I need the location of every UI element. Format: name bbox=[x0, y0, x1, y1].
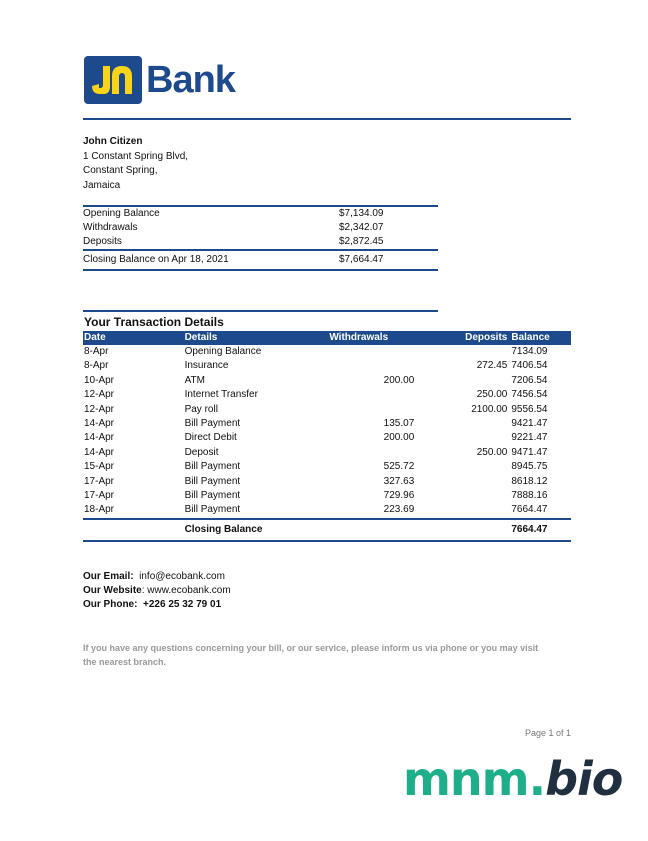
row-withdrawal: 223.69 bbox=[383, 504, 415, 516]
header-balance: Balance bbox=[507, 331, 571, 345]
row-deposit bbox=[414, 475, 507, 489]
row-date: 14-Apr bbox=[84, 432, 115, 444]
transactions-table bbox=[83, 331, 571, 542]
summary-row bbox=[83, 235, 438, 249]
closing-balance-label: Closing Balance on Apr 18, 2021 bbox=[83, 254, 229, 265]
row-date: 10-Apr bbox=[84, 374, 115, 386]
table-row bbox=[83, 359, 571, 373]
closing-value: 7664.47 bbox=[507, 519, 571, 541]
row-date: 8-Apr bbox=[84, 360, 109, 372]
row-balance: 7888.16 bbox=[511, 490, 548, 502]
row-balance: 9421.47 bbox=[511, 418, 548, 430]
table-row bbox=[83, 403, 571, 417]
row-date: 14-Apr bbox=[84, 418, 115, 430]
table-row bbox=[83, 345, 571, 359]
row-withdrawal bbox=[303, 359, 414, 373]
row-deposit bbox=[414, 431, 507, 445]
email-label: Our Email: bbox=[83, 571, 134, 582]
header-withdrawals: Withdrawals bbox=[303, 331, 414, 345]
row-details: Internet Transfer bbox=[184, 389, 258, 401]
row-withdrawal: 200.00 bbox=[383, 432, 415, 444]
row-deposit: 2100.00 bbox=[471, 403, 508, 415]
row-details: Bill Payment bbox=[184, 418, 241, 430]
table-row bbox=[83, 388, 571, 402]
summary-label: Deposits bbox=[83, 236, 122, 247]
contact-email bbox=[83, 570, 231, 584]
footer-note: If you have any questions concerning your bill, or our service, please inform us via phone or you may visit the nearest branch. bbox=[83, 643, 539, 667]
header-details: Details bbox=[185, 331, 304, 345]
website-label: Our Website bbox=[83, 585, 142, 596]
row-deposit bbox=[414, 374, 507, 388]
row-withdrawal: 729.96 bbox=[383, 490, 415, 502]
closing-balance-value: $7,664.47 bbox=[339, 254, 384, 265]
row-deposit bbox=[414, 417, 507, 431]
watermark-part: bio bbox=[545, 752, 623, 806]
address-line: Jamaica bbox=[83, 179, 121, 191]
closing-label: Closing Balance bbox=[185, 519, 304, 541]
row-date: 12-Apr bbox=[84, 403, 115, 415]
row-date: 15-Apr bbox=[84, 461, 115, 473]
summary-label: Withdrawals bbox=[83, 222, 138, 233]
row-withdrawal: 525.72 bbox=[383, 461, 415, 473]
table-row bbox=[83, 503, 571, 518]
summary-value: $2,342.07 bbox=[339, 222, 384, 233]
page-number: Page 1 of 1 bbox=[525, 728, 572, 738]
contact-phone bbox=[83, 598, 231, 612]
row-withdrawal: 135.07 bbox=[383, 418, 415, 430]
summary-row bbox=[83, 207, 438, 221]
row-deposit bbox=[414, 503, 507, 518]
row-details: Bill Payment bbox=[184, 461, 241, 473]
closing-empty bbox=[414, 519, 507, 541]
phone-label: Our Phone: bbox=[83, 599, 138, 610]
row-details: Bill Payment bbox=[184, 504, 241, 516]
row-withdrawal: 327.63 bbox=[383, 475, 415, 487]
address-line: Constant Spring, bbox=[83, 165, 158, 176]
bank-logo bbox=[84, 55, 235, 105]
row-details: Pay roll bbox=[184, 403, 218, 415]
jn-logo-icon bbox=[84, 56, 142, 104]
contact-website bbox=[83, 584, 231, 598]
table-row bbox=[83, 417, 571, 431]
row-balance: 7206.54 bbox=[511, 374, 548, 386]
row-withdrawal bbox=[303, 388, 414, 402]
summary-row bbox=[83, 221, 438, 235]
row-date: 8-Apr bbox=[84, 346, 109, 357]
address-line: 1 Constant Spring Blvd, bbox=[83, 150, 189, 162]
row-deposit: 250.00 bbox=[476, 389, 508, 401]
website-value: : www.ecobank.com bbox=[141, 585, 231, 596]
row-date: 12-Apr bbox=[84, 389, 115, 401]
transactions-divider bbox=[83, 310, 438, 312]
row-balance: 7406.54 bbox=[511, 360, 548, 372]
bank-logo-text: Bank bbox=[146, 59, 235, 101]
row-deposit bbox=[414, 489, 507, 503]
row-date: 14-Apr bbox=[84, 446, 115, 458]
row-details: Direct Debit bbox=[184, 432, 237, 444]
row-date: 18-Apr bbox=[84, 504, 115, 516]
row-date: 17-Apr bbox=[84, 490, 115, 502]
row-withdrawal bbox=[303, 345, 414, 359]
transactions-title: Your Transaction Details bbox=[84, 315, 224, 329]
row-balance: 7134.09 bbox=[511, 346, 548, 357]
row-details: Bill Payment bbox=[184, 475, 241, 487]
row-details: Bill Payment bbox=[184, 490, 241, 502]
watermark-part: mnm. bbox=[403, 752, 546, 806]
row-details: Deposit bbox=[184, 446, 219, 458]
closing-empty bbox=[303, 519, 414, 541]
row-withdrawal bbox=[303, 446, 414, 460]
row-date: 17-Apr bbox=[84, 475, 115, 487]
contact-block bbox=[83, 570, 231, 612]
closing-empty bbox=[83, 519, 185, 541]
customer-name: John Citizen bbox=[83, 136, 143, 147]
closing-balance-row bbox=[83, 519, 571, 541]
phone-value: +226 25 32 79 01 bbox=[143, 599, 222, 610]
row-details: Insurance bbox=[184, 360, 229, 372]
table-row bbox=[83, 489, 571, 503]
row-deposit bbox=[414, 460, 507, 474]
closing-balance-summary-row bbox=[83, 251, 438, 269]
row-details: ATM bbox=[184, 374, 205, 386]
account-summary bbox=[83, 205, 438, 271]
row-balance: 9556.54 bbox=[511, 403, 548, 415]
row-deposit bbox=[414, 345, 507, 359]
row-balance: 9221.47 bbox=[511, 432, 548, 444]
row-withdrawal: 200.00 bbox=[383, 374, 415, 386]
summary-label: Opening Balance bbox=[83, 208, 160, 219]
header-deposits: Deposits bbox=[414, 331, 507, 345]
row-withdrawal bbox=[303, 403, 414, 417]
row-deposit: 272.45 bbox=[476, 360, 508, 372]
row-balance: 8618.12 bbox=[511, 475, 548, 487]
row-deposit: 250.00 bbox=[476, 446, 508, 458]
transactions-body bbox=[83, 345, 571, 541]
summary-divider bbox=[83, 269, 438, 271]
row-balance: 7664.47 bbox=[511, 504, 548, 516]
summary-value: $7,134.09 bbox=[339, 208, 384, 219]
row-details: Opening Balance bbox=[184, 346, 262, 357]
row-balance: 8945.75 bbox=[511, 461, 548, 473]
customer-address-block bbox=[83, 135, 188, 193]
watermark-logo bbox=[403, 752, 622, 806]
table-row bbox=[83, 446, 571, 460]
table-header-row bbox=[83, 331, 571, 345]
row-balance: 7456.54 bbox=[511, 389, 548, 401]
table-row bbox=[83, 431, 571, 445]
table-row bbox=[83, 374, 571, 388]
header-divider bbox=[83, 118, 571, 120]
table-row bbox=[83, 475, 571, 489]
header-date: Date bbox=[83, 331, 185, 345]
email-value: info@ecobank.com bbox=[139, 571, 225, 582]
table-row bbox=[83, 460, 571, 474]
summary-value: $2,872.45 bbox=[339, 236, 384, 247]
row-balance: 9471.47 bbox=[511, 446, 548, 458]
